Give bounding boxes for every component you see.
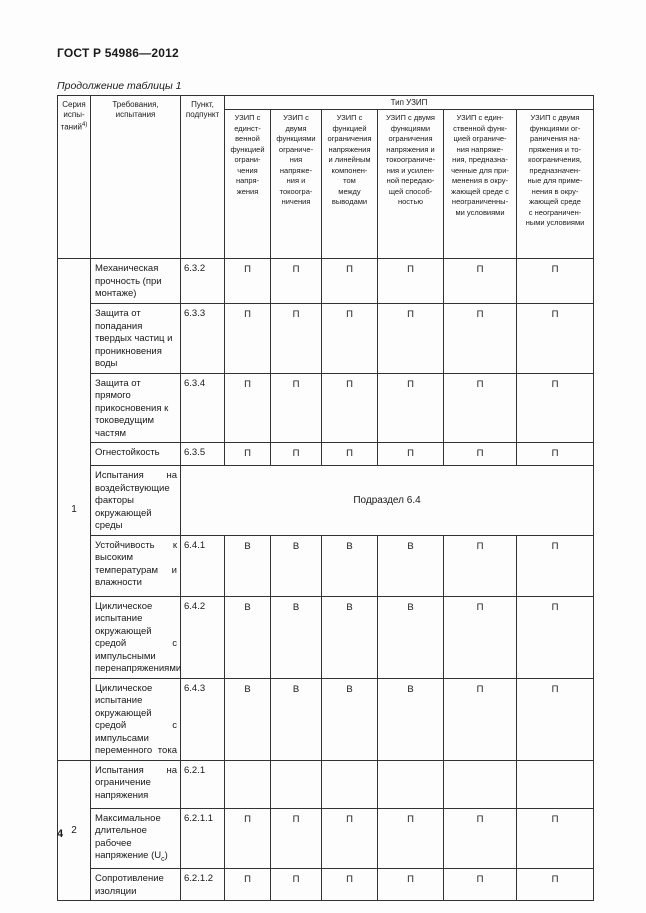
requirement-cell: Устойчивость к высоким температурам и влажности	[91, 535, 181, 596]
header-series: Серия испы- таний$^{4)}$	[58, 96, 91, 259]
value-cell: В	[378, 678, 444, 760]
value-cell: П	[322, 304, 378, 374]
merged-subsection-cell: Подраздел 6.4	[181, 466, 594, 536]
value-cell: П	[517, 535, 594, 596]
value-cell: П	[444, 596, 517, 678]
header-spd-type: Тип УЗИП	[225, 96, 594, 110]
table-row	[58, 869, 594, 901]
table-row	[58, 535, 594, 596]
value-cell: П	[225, 373, 271, 443]
clause-cell: 6.2.1.1	[181, 808, 225, 869]
value-cell	[225, 760, 271, 808]
value-cell: П	[322, 373, 378, 443]
value-cell	[378, 760, 444, 808]
value-cell: В	[271, 678, 322, 760]
value-cell: П	[322, 808, 378, 869]
header-type-3: УЗИП с функцией ограничения напряжения и линейным компонен- том между выводами	[322, 110, 378, 259]
header-type-5: УЗИП с един- ственной функ- цией ограниче- ния напряже- ния, предназна- ченные для при- менения в окру- жающей среде с неограниченны- ми условиями	[444, 110, 517, 259]
value-cell: В	[322, 535, 378, 596]
series-cell-1: 1	[58, 259, 91, 761]
value-cell: П	[225, 443, 271, 466]
page-number: 4	[57, 828, 64, 840]
value-cell: В	[225, 535, 271, 596]
value-cell: П	[322, 259, 378, 304]
series-cell-2: 2	[58, 760, 91, 901]
clause-cell: 6.3.2	[181, 259, 225, 304]
requirement-cell: Защита от попадания твердых частиц и проникновения воды	[91, 304, 181, 374]
requirements-table	[57, 95, 594, 901]
table-row	[58, 466, 594, 536]
clause-cell: 6.4.1	[181, 535, 225, 596]
value-cell: П	[517, 304, 594, 374]
header-type-1: УЗИП с единст- венной функцией ограни- чения напря- жения	[225, 110, 271, 259]
value-cell: П	[225, 259, 271, 304]
clause-cell: 6.2.1.2	[181, 869, 225, 901]
header-requirements: Требования, испытания	[91, 96, 181, 259]
value-cell: П	[378, 259, 444, 304]
value-cell: П	[378, 373, 444, 443]
value-cell: П	[271, 443, 322, 466]
value-cell: П	[271, 373, 322, 443]
requirement-cell: Сопротивление изоляции	[91, 869, 181, 901]
value-cell: П	[271, 259, 322, 304]
value-cell: П	[271, 304, 322, 374]
value-cell: П	[378, 304, 444, 374]
value-cell: П	[517, 596, 594, 678]
document-header: ГОСТ Р 54986—2012	[57, 46, 179, 60]
value-cell: П	[271, 869, 322, 901]
value-cell	[517, 760, 594, 808]
table-row	[58, 760, 594, 808]
clause-cell: 6.3.4	[181, 373, 225, 443]
clause-cell: 6.4.3	[181, 678, 225, 760]
value-cell: П	[517, 259, 594, 304]
value-cell	[322, 760, 378, 808]
value-cell: П	[225, 304, 271, 374]
value-cell: П	[322, 869, 378, 901]
table-row	[58, 259, 594, 304]
table-row	[58, 304, 594, 374]
value-cell: П	[517, 443, 594, 466]
table-row	[58, 443, 594, 466]
value-cell: П	[444, 808, 517, 869]
value-cell: В	[378, 596, 444, 678]
clause-cell: 6.4.2	[181, 596, 225, 678]
requirement-text: Максимальное длительное рабочее напряжение (U	[95, 812, 162, 861]
value-cell: В	[271, 596, 322, 678]
clause-cell: 6.2.1	[181, 760, 225, 808]
requirement-cell: Испытания на ограничение напряжения	[91, 760, 181, 808]
table-row	[58, 596, 594, 678]
requirement-cell: Огнестойкость	[91, 443, 181, 466]
table-row	[58, 808, 594, 869]
value-cell: П	[444, 443, 517, 466]
value-cell: П	[444, 678, 517, 760]
value-cell: В	[225, 678, 271, 760]
value-cell: П	[517, 373, 594, 443]
value-cell	[271, 760, 322, 808]
value-cell: В	[378, 535, 444, 596]
clause-cell: 6.3.3	[181, 304, 225, 374]
table-caption: Продолжение таблицы 1	[57, 80, 182, 92]
value-cell: П	[517, 678, 594, 760]
header-clause: Пункт, подпункт	[181, 96, 225, 259]
requirement-cell: Защита от прямого прикосновения к токоведущим частям	[91, 373, 181, 443]
value-cell: В	[271, 535, 322, 596]
header-type-2: УЗИП с двумя функциями ограниче- ния напряже- ния и токоогра- ничения	[271, 110, 322, 259]
requirement-cell: Испытания на воздействующие факторы окружающей среды	[91, 466, 181, 536]
table-row	[58, 373, 594, 443]
value-cell: В	[322, 678, 378, 760]
value-cell: П	[517, 808, 594, 869]
value-cell: П	[225, 869, 271, 901]
value-cell: П	[444, 259, 517, 304]
value-cell: П	[378, 443, 444, 466]
requirement-cell	[91, 808, 181, 869]
requirement-cell: Механическая прочность (при монтаже)	[91, 259, 181, 304]
value-cell: П	[444, 869, 517, 901]
value-cell: П	[271, 808, 322, 869]
value-cell: П	[444, 304, 517, 374]
value-cell: П	[322, 443, 378, 466]
header-type-4: УЗИП с двумя функциями ограничения напряжения и токоограниче- ния и усилен- ной передаю- щей способ- ностью	[378, 110, 444, 259]
requirement-text-end: )	[164, 850, 168, 861]
value-cell: В	[225, 596, 271, 678]
clause-cell: 6.3.5	[181, 443, 225, 466]
header-type-6: УЗИП с двумя функциями ог- раничения на- пряжения и то- коограничения, предназначен- ные для приме- нения в окру- жающей среде с неограничен- ными условиями	[517, 110, 594, 259]
value-cell: В	[322, 596, 378, 678]
value-cell: П	[444, 373, 517, 443]
value-cell: П	[378, 808, 444, 869]
value-cell: П	[517, 869, 594, 901]
value-cell	[444, 760, 517, 808]
value-cell: П	[444, 535, 517, 596]
requirement-cell: Циклическое испытание окружающей средой с импульсными перенапряжениями	[91, 596, 181, 678]
requirement-cell: Циклическое испытание окружающей средой с импульсами переменного тока	[91, 678, 181, 760]
value-cell: П	[378, 869, 444, 901]
table-row	[58, 678, 594, 760]
value-cell: П	[225, 808, 271, 869]
requirement-subscript: c	[161, 855, 165, 863]
